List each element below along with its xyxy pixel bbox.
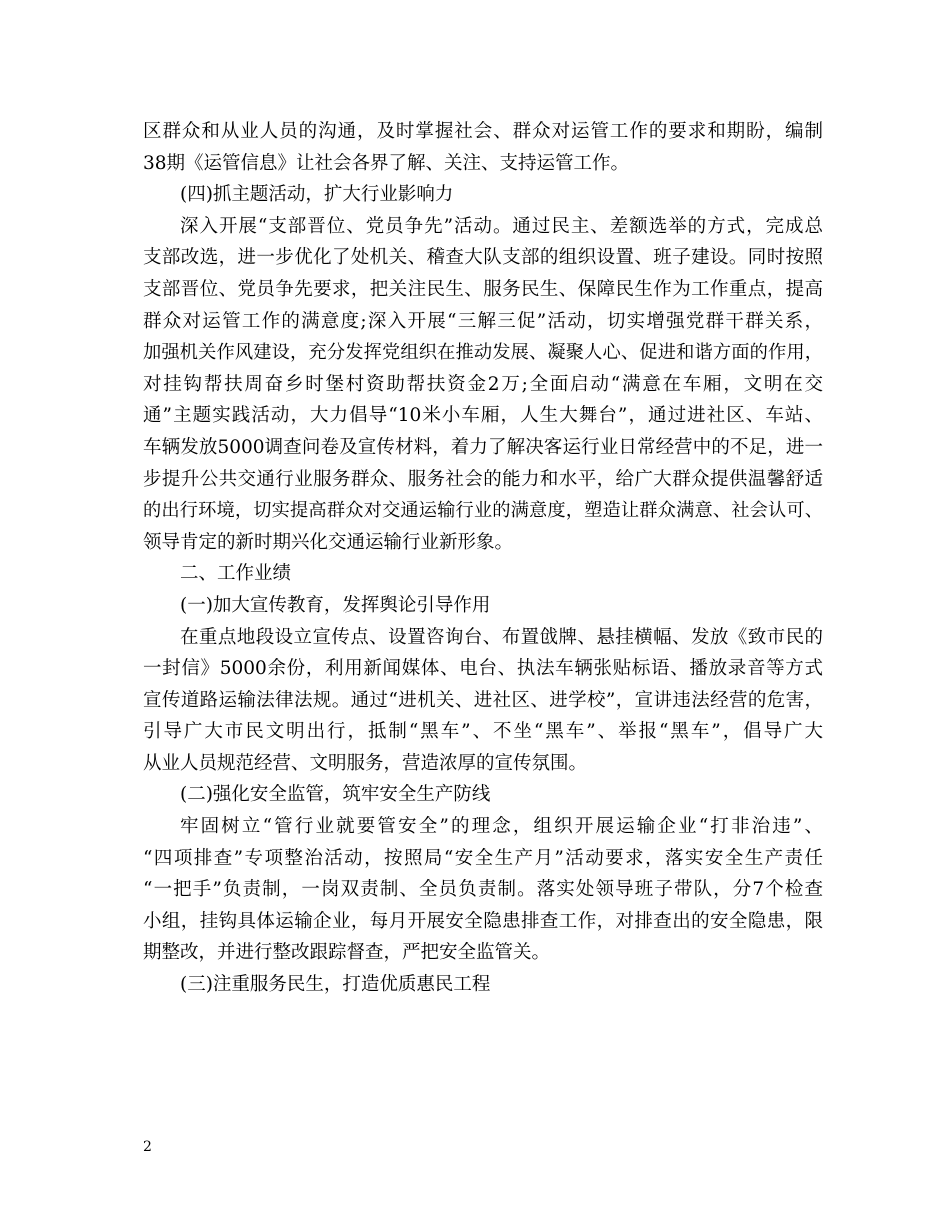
text-line: 领导肯定的新时期兴化交通运输行业新形象。 [143,531,514,553]
text-line: 区群众和从业人员的沟通，及时掌握社会、群众对运管工作的要求和期盼，编制 [143,121,823,142]
text-line: 支部改选，进一步优化了处机关、稽查大队支部的组织设置、班子建设。同时按照 [143,247,823,269]
text-line: (一)加大宣传教育，发挥舆论引导作用 [180,594,491,616]
text-line: (三)注重服务民生，打造优质惠民工程 [180,974,491,996]
text-line: 小组，挂钩具体运输企业，每月开展安全隐患排查工作，对排查出的安全隐患，限 [143,910,823,932]
text-line: (四)抓主题活动，扩大行业影响力 [180,184,454,206]
text-line: “四项排查”专项整治活动，按照局“安全生产月”活动要求，落实安全生产责任 [143,847,823,869]
text-line: 通”主题实践活动，大力倡导“10米小车厢，人生大舞台”，通过进社区、车站、 [143,405,823,427]
text-line: 群众对运管工作的满意度;深入开展“三解三促”活动，切实增强党群干群关系， [143,310,823,332]
text-line: 宣传道路运输法律法规。通过“进机关、进社区、进学校”，宣讲违法经营的危害， [143,689,823,711]
text-line: “一把手”负责制，一岗双责制、全员负责制。落实处领导班子带队，分7个检查 [143,879,823,901]
text-line: 牢固树立“管行业就要管安全”的理念，组织开展运输企业“打非治违”、 [180,816,823,838]
text-line: 期整改，并进行整改跟踪督查，严把安全监管关。 [143,942,551,964]
text-line: 38期《运管信息》让社会各界了解、关注、支持运管工作。 [143,152,630,174]
text-line: 的出行环境，切实提高群众对交通运输行业的满意度，塑造让群众满意、社会认可、 [143,500,823,522]
text-line: 从业人员规范经营、文明服务，营造浓厚的宣传氛围。 [143,752,588,774]
text-line: 车辆发放5000调查问卷及宣传材料，着力了解决客运行业日常经营中的不足，进一 [143,436,823,458]
document-body [143,116,823,1001]
text-line: 步提升公共交通行业服务群众、服务社会的能力和水平，给广大群众提供温馨舒适 [143,468,823,490]
text-line: 一封信》5000余份，利用新闻媒体、电台、执法车辆张贴标语、播放录音等方式 [143,658,823,680]
text-line: 深入开展“支部晋位、党员争先”活动。通过民主、差额选举的方式，完成总 [180,215,823,237]
text-line: 二、工作业绩 [180,563,292,585]
text-line: (二)强化安全监管，筑牢安全生产防线 [180,784,491,806]
page-number: 2 [143,1139,152,1155]
text-line: 对挂钩帮扶周奋乡时堡村资助帮扶资金2万;全面启动“满意在车厢，文明在交 [143,373,823,395]
text-line: 支部晋位、党员争先要求，把关注民生、服务民生、保障民生作为工作重点，提高 [143,278,823,300]
text-line: 加强机关作风建设，充分发挥党组织在推动发展、凝聚人心、促进和谐方面的作用， [143,342,823,364]
text-line: 在重点地段设立宣传点、设置咨询台、布置戗牌、悬挂横幅、发放《致市民的 [180,626,823,648]
text-line: 引导广大市民文明出行，抵制“黑车”、不坐“黑车”、举报“黑车”，倡导广大 [143,721,823,743]
